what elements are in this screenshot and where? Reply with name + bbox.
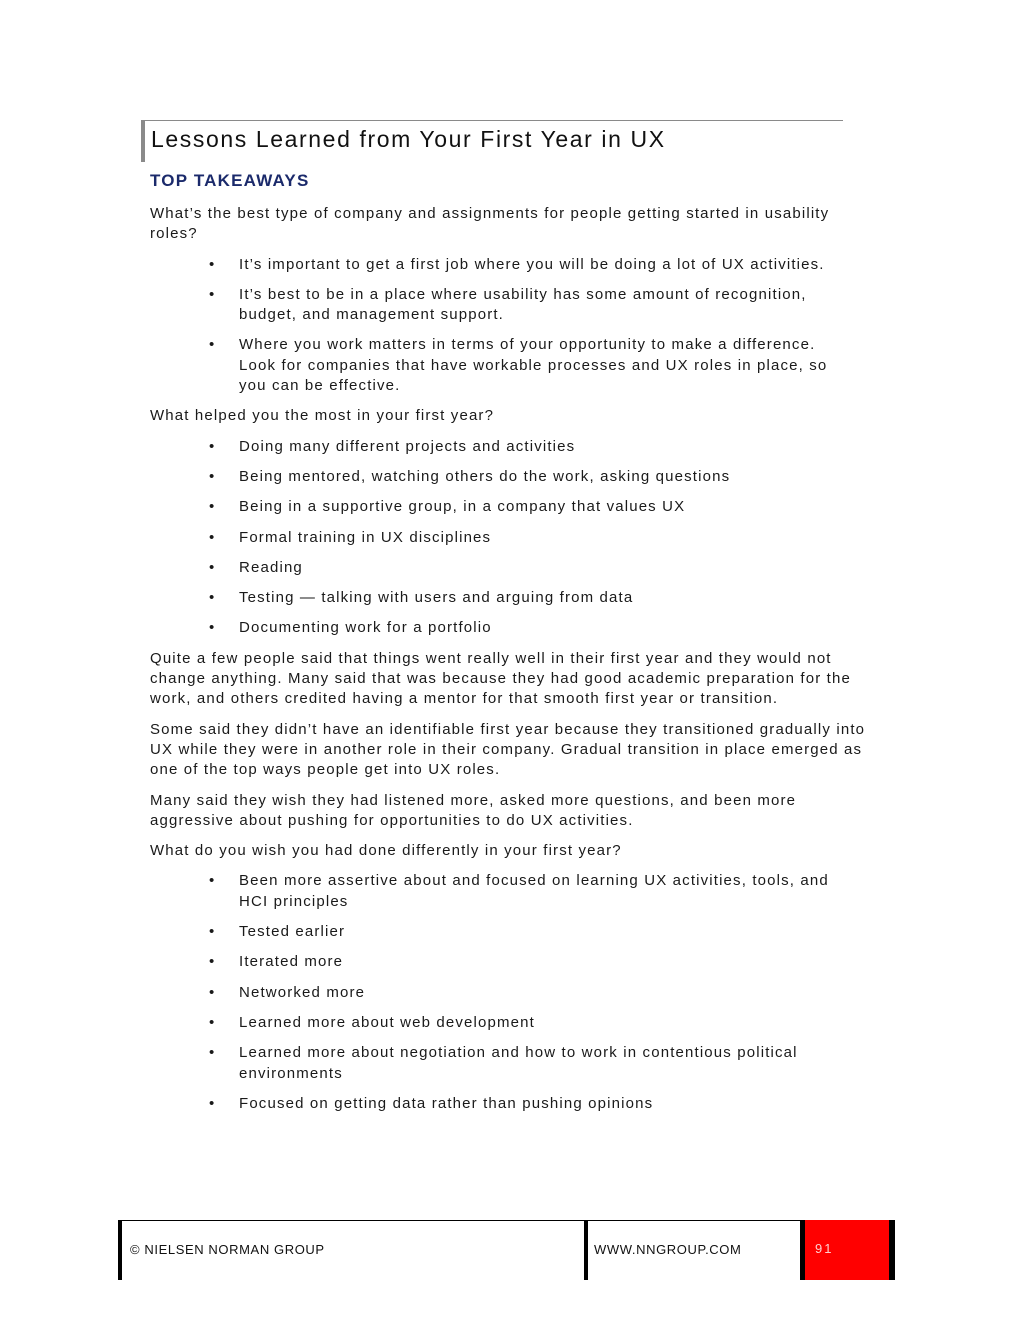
page-footer xyxy=(118,1220,895,1280)
list-item: • Learned more about negotiation and how to work in contentious political environments xyxy=(239,1043,831,1084)
title-block xyxy=(141,120,843,162)
list-item: • Formal training in UX disciplines xyxy=(239,528,831,548)
footer-copyright: © NIELSEN NORMAN GROUP xyxy=(130,1242,325,1257)
question-2-list xyxy=(150,437,880,639)
list-item: • Iterated more xyxy=(239,952,831,972)
footer-website-cell xyxy=(584,1220,800,1280)
list-item: • Tested earlier xyxy=(239,922,831,942)
list-item: • Doing many different projects and activities xyxy=(239,437,831,457)
footer-copyright-cell xyxy=(118,1220,585,1280)
list-item: • It’s best to be in a place where usability has some amount of recognition, budget, and management support. xyxy=(239,285,831,326)
list-item: • Where you work matters in terms of your opportunity to make a difference. Look for companies that have workable processes and UX roles in place, so you can be effective. xyxy=(239,335,831,396)
question-3: What do you wish you had done differently in your first year? xyxy=(150,842,622,860)
question-2: What helped you the most in your first year? xyxy=(150,407,495,425)
paragraph: Quite a few people said that things went really well in their first year and they would not change anything. Many said that was because they had good academic preparation for the work, and others credited having a mentor for that smooth first year or transition. xyxy=(150,649,851,708)
footer-page-number-cell xyxy=(800,1220,895,1280)
question-1-list xyxy=(150,255,880,397)
list-item: • Documenting work for a portfolio xyxy=(239,618,831,638)
section-heading: TOP TAKEAWAYS xyxy=(150,171,310,190)
list-item: • Being in a supportive group, in a company that values UX xyxy=(239,497,831,517)
list-item: • Been more assertive about and focused on learning UX activities, tools, and HCI principles xyxy=(239,871,831,912)
list-item: • Testing — talking with users and arguing from data xyxy=(239,588,831,608)
list-item: • Learned more about web development xyxy=(239,1013,831,1033)
question-3-list xyxy=(150,871,880,1114)
page-number: 91 xyxy=(815,1241,834,1256)
content xyxy=(150,170,880,1124)
list-item: • Reading xyxy=(239,558,831,578)
question-1: What’s the best type of company and assignments for people getting started in usability roles? xyxy=(150,205,830,243)
list-item: • Focused on getting data rather than pushing opinions xyxy=(239,1094,831,1114)
paragraph: Some said they didn’t have an identifiable first year because they transitioned gradually into UX while they were in another role in their company. Gradual transition in place emerged as one of the top ways people get into UX roles. xyxy=(150,720,866,779)
page-title: Lessons Learned from Your First Year in UX xyxy=(151,126,666,152)
footer-website: WWW.NNGROUP.COM xyxy=(594,1242,742,1257)
list-item: • It’s important to get a first job where you will be doing a lot of UX activities. xyxy=(239,255,831,275)
list-item: • Networked more xyxy=(239,983,831,1003)
paragraph: Many said they wish they had listened more, asked more questions, and been more aggressive about pushing for opportunities to do UX activities. xyxy=(150,791,797,829)
list-item: • Being mentored, watching others do the work, asking questions xyxy=(239,467,831,487)
